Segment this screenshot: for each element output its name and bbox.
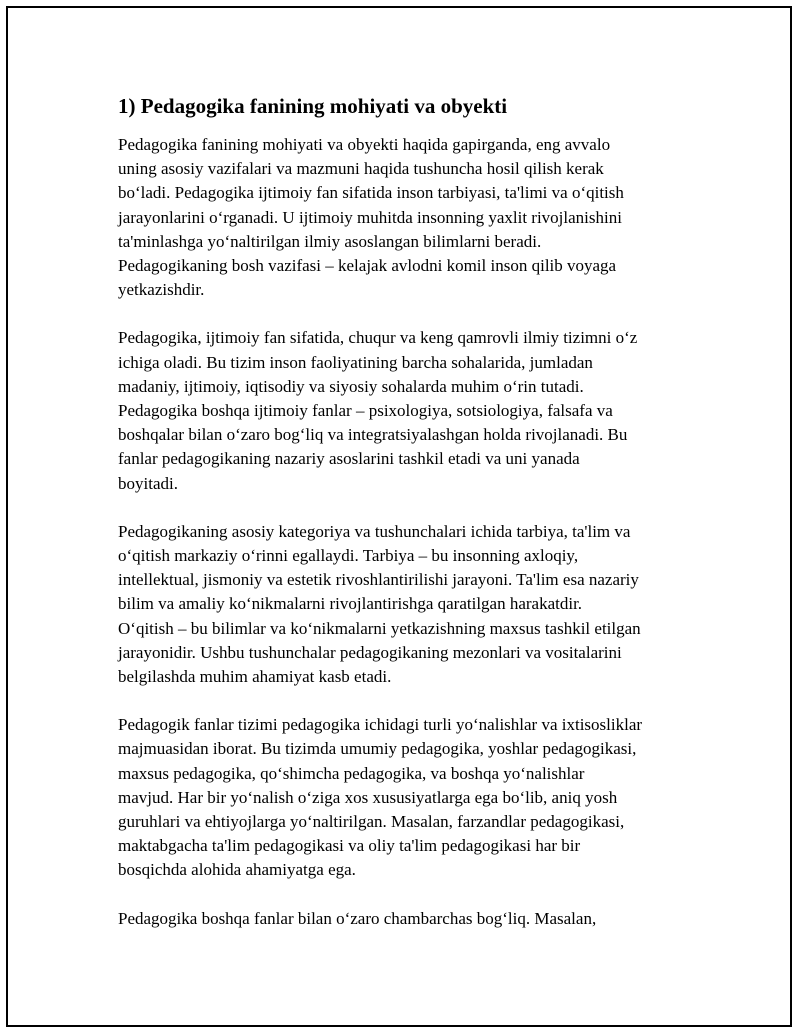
text-line: boyitadi. [118,473,178,493]
text-line: majmuasidan iborat. Bu tizimda umumiy pedagogika, yoshlar pedagogikasi, [118,739,637,759]
text-line: boshqalar bilan o‘zaro bog‘liq va integratsiyalashgan holda rivojlanadi. Bu [118,425,628,445]
text-line: Pedagogika, ijtimoiy fan sifatida, chuqur va keng qamrovli ilmiy tizimni o‘z [118,328,638,348]
text-line: Pedagogikaning asosiy kategoriya va tushunchalari ichida tarbiya, ta'lim va [118,521,631,541]
paragraph-4 [118,713,698,882]
paragraph-1 [118,133,698,302]
text-line: guruhlari va ehtiyojlarga yo‘naltirilgan. Masalan, farzandlar pedagogikasi, [118,812,625,832]
text-line: mavjud. Har bir yo‘nalish o‘ziga xos xususiyatlarga ega bo‘lib, aniq yosh [118,787,618,807]
text-line: bo‘ladi. Pedagogika ijtimoiy fan sifatida inson tarbiyasi, ta'limi va o‘qitish [118,183,624,203]
text-line: intellektual, jismoniy va estetik rivoshlantirilishi jarayoni. Ta'lim esa nazariy [118,570,639,590]
text-line: madaniy, ijtimoiy, iqtisodiy va siyosiy sohalarda muhim o‘rin tutadi. [118,376,584,396]
text-line: ichiga oladi. Bu tizim inson faoliyatining barcha sohalarida, jumladan [118,352,593,372]
paragraph-2 [118,326,698,495]
text-line: Pedagogikaning bosh vazifasi – kelajak avlodni komil inson qilib voyaga [118,256,617,276]
text-line: maktabgacha ta'lim pedagogikasi va oliy ta'lim pedagogikasi har bir [118,836,581,856]
text-line: Pedagogika fanining mohiyati va obyekti haqida gapirganda, eng avvalo [118,135,611,154]
paragraph-3 [118,520,698,689]
text-line: jarayonlarini o‘rganadi. U ijtimoiy muhitda insonning yaxlit rivojlanishini [118,207,622,227]
document-body [118,92,698,955]
text-line: maxsus pedagogika, qo‘shimcha pedagogika, va boshqa yo‘nalishlar [118,763,585,783]
text-line: jarayonidir. Ushbu tushunchalar pedagogikaning mezonlari va vositalarini [118,642,622,662]
text-line: Pedagogik fanlar tizimi pedagogika ichidagi turli yo‘nalishlar va ixtisosliklar [118,715,643,735]
text-line: ta'minlashga yo‘naltirilgan ilmiy asoslangan bilimlarni beradi. [118,231,542,251]
text-line: bosqichda alohida ahamiyatga ega. [118,860,356,880]
text-line: yetkazishdir. [118,280,205,300]
text-line: belgilashda muhim ahamiyat kasb etadi. [118,667,392,687]
text-line: o‘qitish markaziy o‘rinni egallaydi. Tarbiya – bu insonning axloqiy, [118,546,579,566]
text-line: bilim va amaliy ko‘nikmalarni rivojlantirishga qaratilgan harakatdir. [118,594,583,614]
text-line: Pedagogika boshqa ijtimoiy fanlar – psixologiya, sotsiologiya, falsafa va [118,401,613,421]
text-line: fanlar pedagogikaning nazariy asoslarini tashkil etadi va uni yanada [118,449,580,469]
text-line: O‘qitish – bu bilimlar va ko‘nikmalarni yetkazishning maxsus tashkil etilgan [118,618,641,638]
text-line: Pedagogika boshqa fanlar bilan o‘zaro chambarchas bog‘liq. Masalan, [118,908,597,928]
text-line: uning asosiy vazifalari va mazmuni haqida tushuncha hosil qilish kerak [118,159,604,179]
paragraph-5 [118,907,698,931]
section-heading: 1) Pedagogika fanining mohiyati va obyekti [118,94,508,118]
